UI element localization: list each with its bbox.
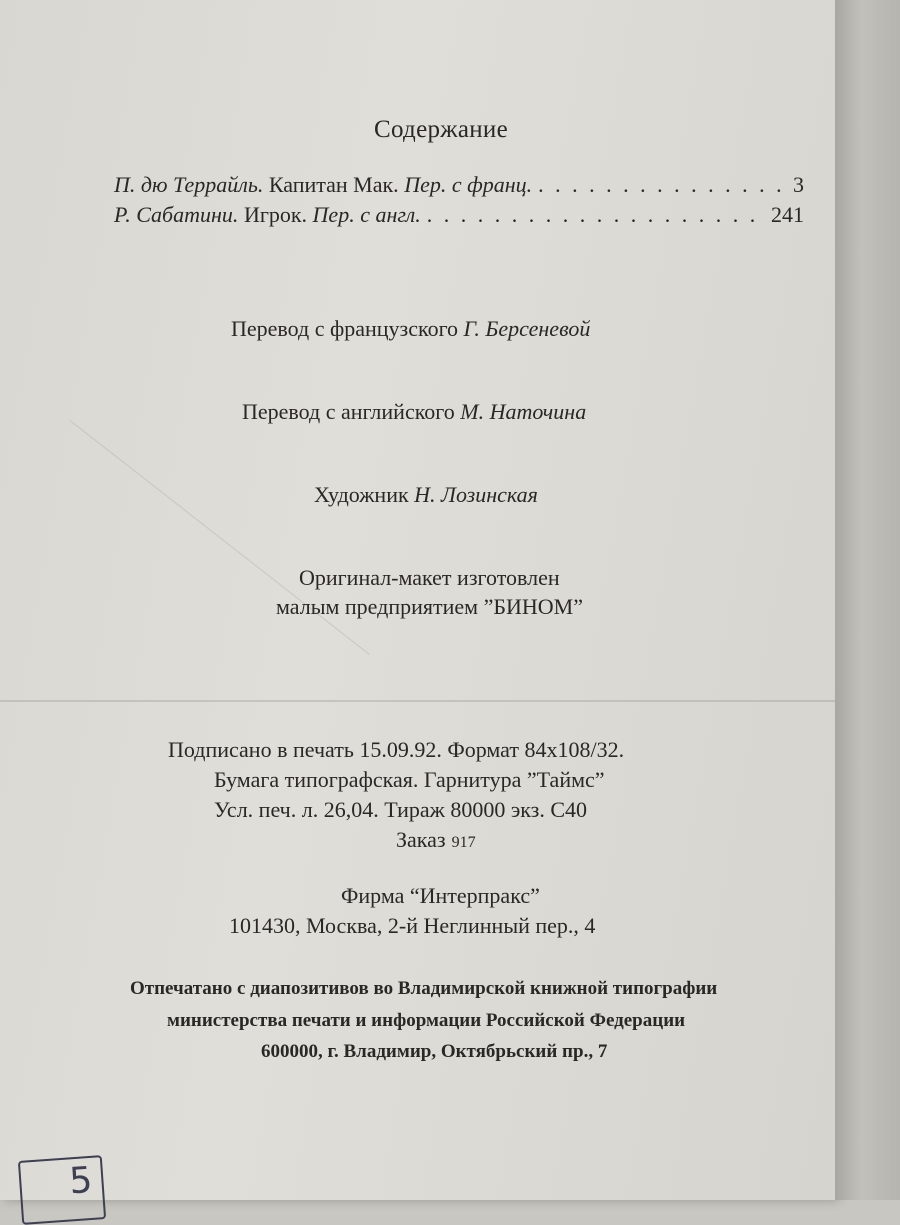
credit-name: М. Наточина [460, 399, 587, 424]
credit-label: Перевод с английского [242, 399, 455, 424]
toc-translation: Пер. с франц. [404, 172, 533, 197]
book-edge [835, 0, 900, 1200]
printer-line1: Отпечатано с диапозитивов во Владимирской книжной типографии [130, 978, 718, 999]
toc-title: Игрок. [243, 202, 308, 227]
page-fold [0, 700, 835, 702]
layout-credit-line1: Оригинал-макет изготовлен [299, 565, 560, 590]
imprint-line3: Усл. печ. л. 26,04. Тираж 80000 экз. С40 [214, 797, 588, 822]
imprint-line1: Подписано в печать 15.09.92. Формат 84x108/32. [168, 737, 625, 762]
artist-credit [314, 482, 538, 508]
library-stamp [18, 1155, 106, 1225]
toc-author: П. дю Террайль. [114, 172, 264, 197]
layout-credit-line2: малым предприятием ”БИНОМ” [276, 594, 583, 619]
credit-name: Н. Лозинская [414, 482, 538, 507]
toc-page-number: 241 [771, 202, 804, 227]
imprint-line2: Бумага типографская. Гарнитура ”Таймс” [214, 767, 605, 792]
toc-leader [427, 202, 765, 228]
order-line [396, 827, 476, 853]
translator-french [231, 316, 590, 342]
credit-label: Перевод с французского [231, 316, 459, 341]
stamp-mark: 5 [68, 1159, 94, 1203]
toc-title: Капитан Мак. [268, 172, 399, 197]
toc-entry [114, 202, 804, 228]
order-label: Заказ [396, 827, 446, 852]
printer-line3: 600000, г. Владимир, Октябрьский пр., 7 [261, 1041, 608, 1062]
toc-entry [114, 172, 804, 198]
toc-page-number: 3 [793, 172, 804, 197]
toc-translation: Пер. с англ. [312, 202, 421, 227]
credit-label: Художник [314, 482, 409, 507]
toc-author: Р. Сабатини. [114, 202, 239, 227]
publisher-name: Фирма “Интерпракс” [341, 883, 540, 908]
contents-heading: Содержание [374, 116, 508, 143]
toc-leader [538, 172, 787, 198]
order-number: 917 [451, 834, 476, 851]
printer-line2: министерства печати и информации Российской Федерации [167, 1010, 686, 1031]
publisher-address: 101430, Москва, 2-й Неглинный пер., 4 [229, 913, 596, 938]
translator-english [242, 399, 586, 425]
credit-name: Г. Берсеневой [463, 316, 591, 341]
